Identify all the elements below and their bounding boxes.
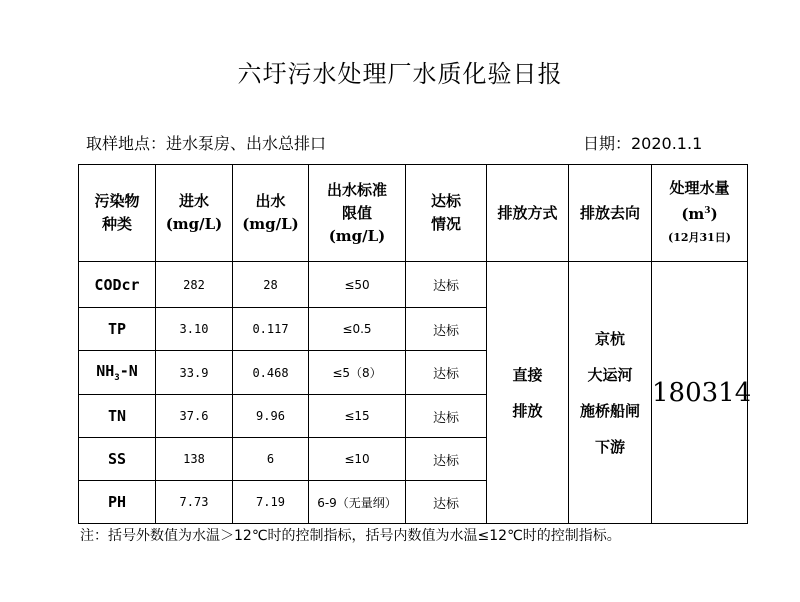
header-inflow-line2: (mg/L) <box>165 215 223 233</box>
inflow-value: 3.10 <box>156 308 233 351</box>
header-volume-unit <box>652 200 747 226</box>
standard-limit: ≤0.5 <box>309 308 406 351</box>
standard-limit: ≤10 <box>309 438 406 481</box>
compliance-status: 达标 <box>406 351 487 395</box>
header-standard-line1: 出水标准 <box>326 180 387 199</box>
header-volume-date: (12月31日) <box>667 231 732 244</box>
standard-limit: ≤15 <box>309 395 406 438</box>
pollutant-name-end: -N <box>119 362 138 380</box>
volume-unit-end: ) <box>710 205 718 223</box>
volume-unit-sup: 3 <box>704 206 711 216</box>
discharge-method <box>487 262 569 524</box>
header-pollutant <box>79 165 156 262</box>
pollutant-name: TN <box>79 395 156 438</box>
header-inflow <box>156 165 233 262</box>
inflow-value: 138 <box>156 438 233 481</box>
header-outflow-line1: 出水 <box>255 192 286 210</box>
pollutant-name-sub: 3 <box>114 373 120 383</box>
header-outflow-line2: (mg/L) <box>242 215 299 233</box>
pollutant-name-base: NH <box>96 362 115 380</box>
treated-volume-value: 180314 <box>652 262 748 524</box>
compliance-status: 达标 <box>406 395 487 438</box>
inflow-value: 37.6 <box>156 395 233 438</box>
compliance-status: 达标 <box>406 481 487 524</box>
outflow-value: 0.117 <box>233 308 309 351</box>
footnote: 注：括号外数值为水温＞12℃时的控制指标，括号内数值为水温≤12℃时的控制指标。 <box>80 528 621 544</box>
header-status-line1: 达标 <box>430 192 461 210</box>
header-pollutant-line2: 种类 <box>101 215 132 233</box>
pollutant-name: CODcr <box>79 262 156 308</box>
compliance-status: 达标 <box>406 308 487 351</box>
pollutant-name: SS <box>79 438 156 481</box>
header-outflow <box>233 165 309 262</box>
water-quality-table <box>78 164 752 524</box>
header-treated-volume <box>652 165 748 262</box>
outflow-value: 7.19 <box>233 481 309 524</box>
standard-limit: ≤5（8） <box>309 351 406 395</box>
header-pollutant-line1: 污染物 <box>94 192 140 210</box>
report-title: 六圩污水处理厂水质化验日报 <box>237 60 563 88</box>
pollutant-name: TP <box>79 308 156 351</box>
discharge-method-line2: 排放 <box>512 401 543 420</box>
header-standard-line2: 限值 <box>341 203 372 222</box>
discharge-dest-line4: 下游 <box>594 437 625 456</box>
discharge-dest-line1: 京杭 <box>594 329 625 348</box>
outflow-value: 28 <box>233 262 309 308</box>
header-standard-line3: (mg/L) <box>328 226 386 245</box>
discharge-dest-line3: 施桥船闸 <box>579 401 640 420</box>
header-standard <box>309 165 406 262</box>
outflow-value: 9.96 <box>233 395 309 438</box>
discharge-dest-line2: 大运河 <box>587 365 633 384</box>
inflow-value: 7.73 <box>156 481 233 524</box>
header-discharge-destination: 排放去向 <box>569 165 652 262</box>
header-inflow-line1: 进水 <box>178 192 209 210</box>
sampling-location: 取样地点：进水泵房、出水总排口 <box>86 134 327 153</box>
header-discharge-method: 排放方式 <box>487 165 569 262</box>
inflow-value: 282 <box>156 262 233 308</box>
pollutant-name: PH <box>79 481 156 524</box>
table-row <box>79 262 748 308</box>
report-date: 日期：2020.1.1 <box>583 134 703 153</box>
outflow-value: 0.468 <box>233 351 309 395</box>
volume-unit-base: (m <box>681 205 705 223</box>
header-volume-line1: 处理水量 <box>669 179 730 197</box>
pollutant-name <box>79 351 156 395</box>
header-row <box>79 165 748 262</box>
discharge-destination <box>569 262 652 524</box>
header-status <box>406 165 487 262</box>
compliance-status: 达标 <box>406 262 487 308</box>
inflow-value: 33.9 <box>156 351 233 395</box>
compliance-status: 达标 <box>406 438 487 481</box>
standard-limit: 6-9（无量纲） <box>309 481 406 524</box>
discharge-method-line1: 直接 <box>512 365 543 384</box>
outflow-value: 6 <box>233 438 309 481</box>
header-status-line2: 情况 <box>430 215 461 233</box>
standard-limit: ≤50 <box>309 262 406 308</box>
